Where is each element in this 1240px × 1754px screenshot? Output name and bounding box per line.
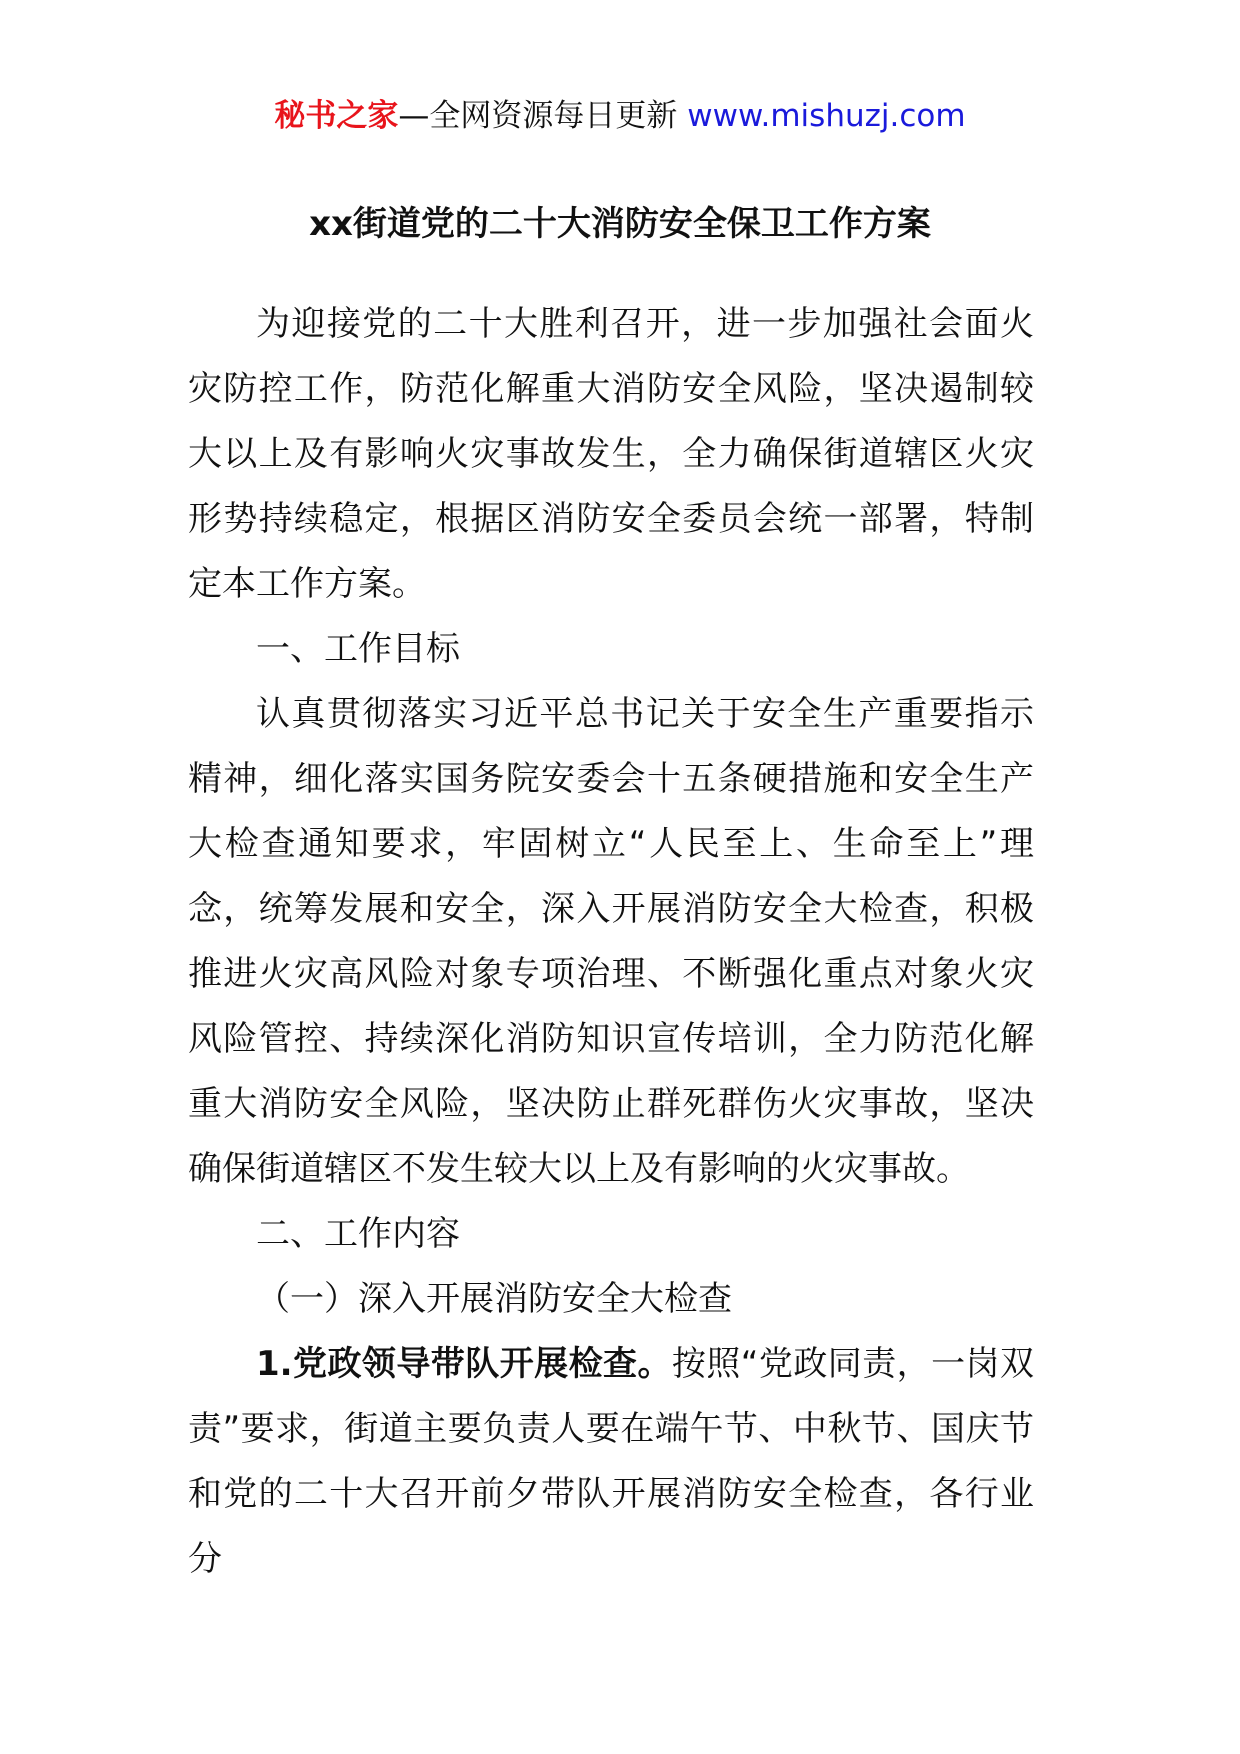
- brand-name: 秘书之家: [274, 98, 399, 134]
- document-title: xx街道党的二十大消防安全保卫工作方案: [309, 204, 931, 244]
- document-body: [188, 292, 1034, 1592]
- item-1-paragraph: [188, 1332, 1034, 1592]
- intro-paragraph: 为迎接党的二十大胜利召开，进一步加强社会面火灾防控工作，防范化解重大消防安全风险，坚决遏制较大以上及有影响火灾事故发生，全力确保街道辖区火灾形势持续稳定，根据区消防安全委员会统一部署，特制定本工作方案。: [188, 304, 1034, 604]
- header-tagline: —全网资源每日更新: [398, 98, 678, 134]
- site-header: [0, 96, 1240, 136]
- section-heading-goals: 一、工作目标: [256, 629, 460, 669]
- site-url-link[interactable]: www.mishuzj.com: [687, 98, 966, 134]
- subsection-heading-inspection: （一）深入开展消防安全大检查: [256, 1279, 732, 1319]
- section-heading-content: 二、工作内容: [256, 1214, 460, 1254]
- goals-paragraph: 认真贯彻落实习近平总书记关于安全生产重要指示精神，细化落实国务院安委会十五条硬措施和安全生产大检查通知要求，牢固树立“人民至上、生命至上”理念，统筹发展和安全，深入开展消防安全大检查，积极推进火灾高风险对象专项治理、不断强化重点对象火灾风险管控、持续深化消防知识宣传培训，全力防范化解重大消防安全风险，坚决防止群死群伤火灾事故，坚决确保街道辖区不发生较大以上及有影响的火灾事故。: [188, 694, 1034, 1189]
- item-1-lead: 1.党政领导带队开展检查。: [256, 1344, 672, 1384]
- item-1-text: 按照“党政同责，一岗双责”要求，街道主要负责人要在端午节、中秋节、国庆节和党的二十大召开前夕带队开展消防安全检查，各行业分: [188, 1344, 1034, 1579]
